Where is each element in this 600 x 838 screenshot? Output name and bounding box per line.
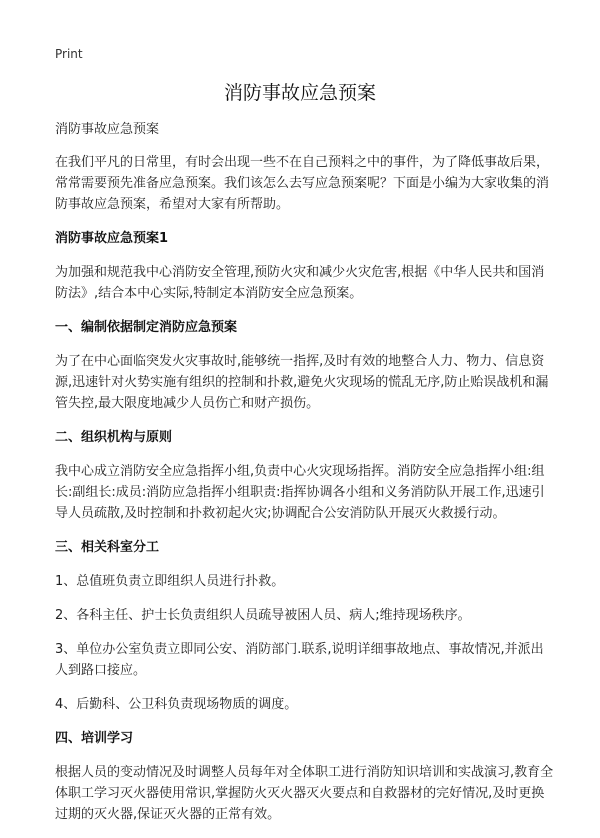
page-title: 消防事故应急预案 <box>223 82 376 104</box>
section-paragraph: 为加强和规范我中心消防安全管理,预防火灾和减少火灾危害,根据《中华人民共和国消防法》,结合本中心实际,特制定本消防安全应急预案。 <box>55 265 545 301</box>
paragraph-organization: 我中心成立消防安全应急指挥小组,负责中心火灾现场指挥。消防安全应急指挥小组:组长:副组长:成员:消防应急指挥小组职责:指挥协调各小组和义务消防队开展工作,迅速引导人员疏散,及时控制和扑救初起火灾;协调配合公安消防队开展灭火救援行动。 <box>55 464 545 521</box>
heading-training: 四、培训学习 <box>55 731 134 746</box>
intro-paragraph: 在我们平凡的日常里，有时会出现一些不在自己预料之中的事件，为了降低事故后果，常常需要预先准备应急预案。我们该怎么去写应急预案呢？下面是小编为大家收集的消防事故应急预案，希望对大家有所帮助。 <box>55 155 550 212</box>
list-item: 2、各科主任、护士长负责组织人员疏导被困人员、病人;维持现场秩序。 <box>55 608 471 623</box>
article-subtitle: 消防事故应急预案 <box>55 122 160 137</box>
heading-organization: 二、组织机构与原则 <box>55 430 173 445</box>
article-body <box>55 119 555 838</box>
list-item: 1、总值班负责立即组织人员进行扑救。 <box>55 574 285 589</box>
heading-basis: 一、编制依据制定消防应急预案 <box>55 320 238 335</box>
heading-division: 三、相关科室分工 <box>55 540 160 555</box>
section-title: 消防事故应急预案1 <box>55 231 169 246</box>
paragraph-training: 根据人员的变动情况及时调整人员每年对全体职工进行消防知识培训和实战演习,教育全体职工学习灭火器使用常识,掌握防火灭火器灭火要点和自救器材的完好情况,及时更换过期的灭火器,保证灭火器的正常有效。 <box>55 765 554 822</box>
list-item: 3、单位办公室负责立即同公安、消防部门.联系,说明详细事故地点、事故情况,并派出人到路口接应。 <box>55 642 544 678</box>
print-link[interactable]: Print <box>55 47 83 61</box>
paragraph-basis: 为了在中心面临突发火灾事故时,能够统一指挥,及时有效的地整合人力、物力、信息资源,迅速针对火势实施有组织的控制和扑救,避免火灾现场的慌乱无序,防止贻误战机和漏管失控,最大限度地减少人员伤亡和财产损伤。 <box>55 354 549 411</box>
list-item: 4、后勤科、公卫科负责现场物质的调度。 <box>55 697 298 712</box>
